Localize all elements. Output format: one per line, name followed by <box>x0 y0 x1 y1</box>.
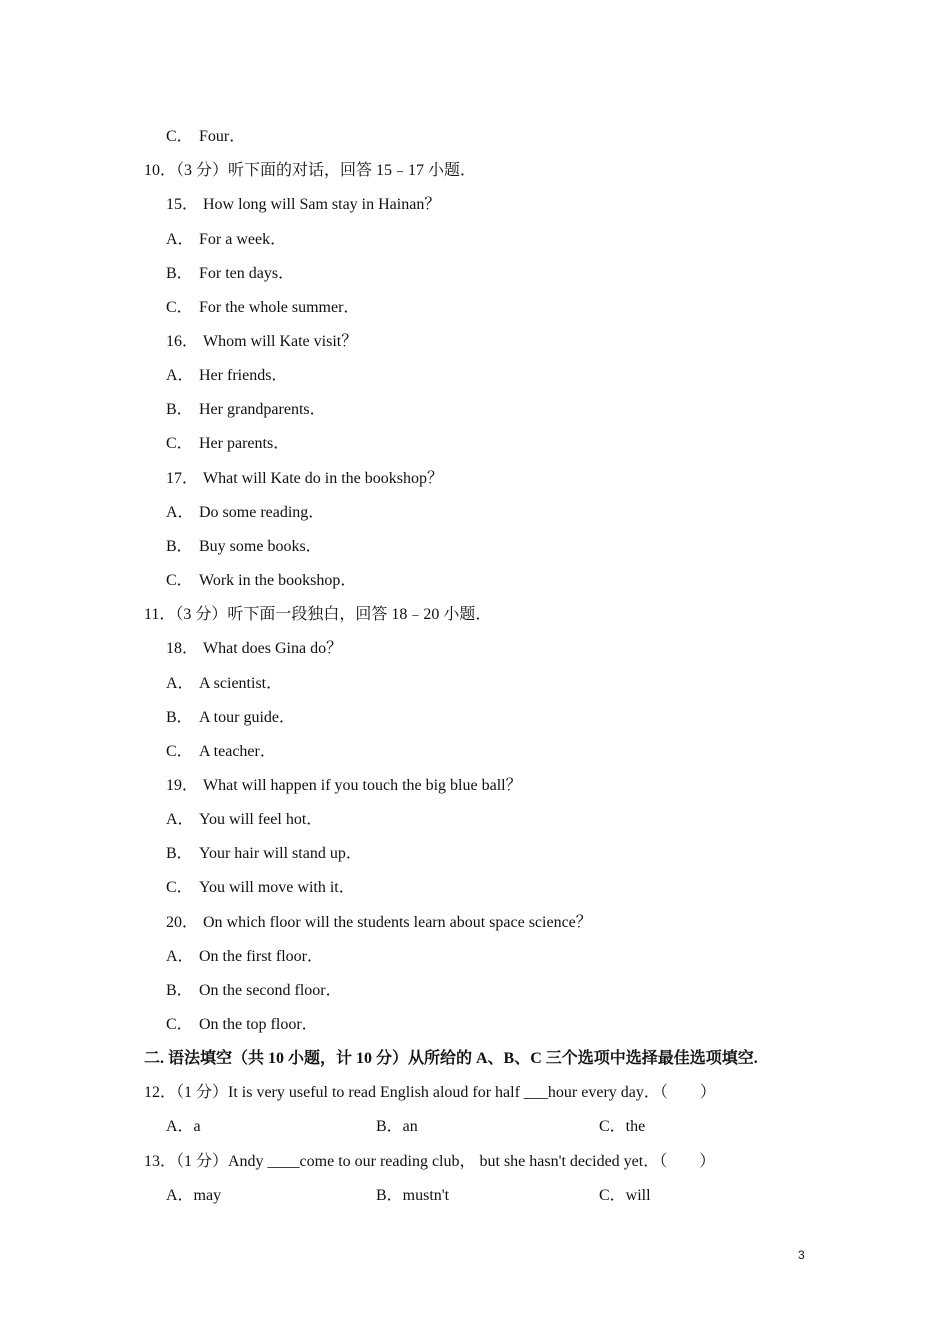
q11-instruction: 11．（3 分）听下面一段独白，回答 18﹣20 小题． <box>144 606 492 623</box>
q20-option-c: C． On the top floor． <box>166 1016 318 1033</box>
q17-option-a: A． Do some reading． <box>166 504 325 521</box>
q19-option-c: C． You will move with it． <box>166 879 355 896</box>
q16-option-a: A． Her friends． <box>166 367 288 384</box>
q13-option-c: C．will <box>599 1187 651 1204</box>
q19-option-b: B． Your hair will stand up． <box>166 845 362 862</box>
q17-option-b: B． Buy some books． <box>166 538 322 555</box>
q13-option-a: A．may <box>166 1187 222 1204</box>
q20-option-a: A． On the first floor． <box>166 948 323 965</box>
q13-option-b: B．mustn't <box>376 1187 450 1204</box>
q16-stem: 16． Whom will Kate visit？ <box>166 333 358 350</box>
q15-stem: 15． How long will Sam stay in Hainan？ <box>166 196 441 213</box>
q9-option-c: C． Four． <box>166 128 246 145</box>
q17-stem: 17． What will Kate do in the bookshop？ <box>166 470 443 487</box>
q18-option-a: A． A scientist． <box>166 675 283 692</box>
q17-option-c: C． Work in the bookshop． <box>166 572 357 589</box>
q15-option-c: C． For the whole summer． <box>166 299 360 316</box>
q12-option-b: B．an <box>376 1118 418 1135</box>
q13-stem: 13．（1 分）Andy ____come to our reading club， but she hasn't decided yet．（ ） <box>144 1153 716 1170</box>
q12-option-c: C．the <box>599 1118 646 1135</box>
q12-stem: 12．（1 分）It is very useful to read English aloud for half ___hour every day．（ ） <box>144 1084 716 1101</box>
q19-stem: 19． What will happen if you touch the big blue ball？ <box>166 777 522 794</box>
q18-stem: 18． What does Gina do？ <box>166 640 343 657</box>
q15-option-b: B． For ten days． <box>166 265 295 282</box>
q15-option-a: A． For a week． <box>166 231 287 248</box>
q20-option-b: B． On the second floor． <box>166 982 342 999</box>
q12-option-a: A．a <box>166 1118 201 1135</box>
page-number: 3 <box>798 1248 805 1262</box>
q16-option-c: C． Her parents． <box>166 435 290 452</box>
q18-option-c: C． A teacher． <box>166 743 276 760</box>
q10-instruction: 10．（3 分）听下面的对话，回答 15﹣17 小题． <box>144 162 477 179</box>
q19-option-a: A． You will feel hot． <box>166 811 323 828</box>
section-title: 二. 语法填空（共 10 小题，计 10 分）从所给的 A、B、C 三个选项中选择最佳选项填空. <box>144 1050 758 1067</box>
q20-stem: 20． On which floor will the students learn about space science？ <box>166 914 592 931</box>
q16-option-b: B． Her grandparents． <box>166 401 326 418</box>
q18-option-b: B． A tour guide． <box>166 709 295 726</box>
